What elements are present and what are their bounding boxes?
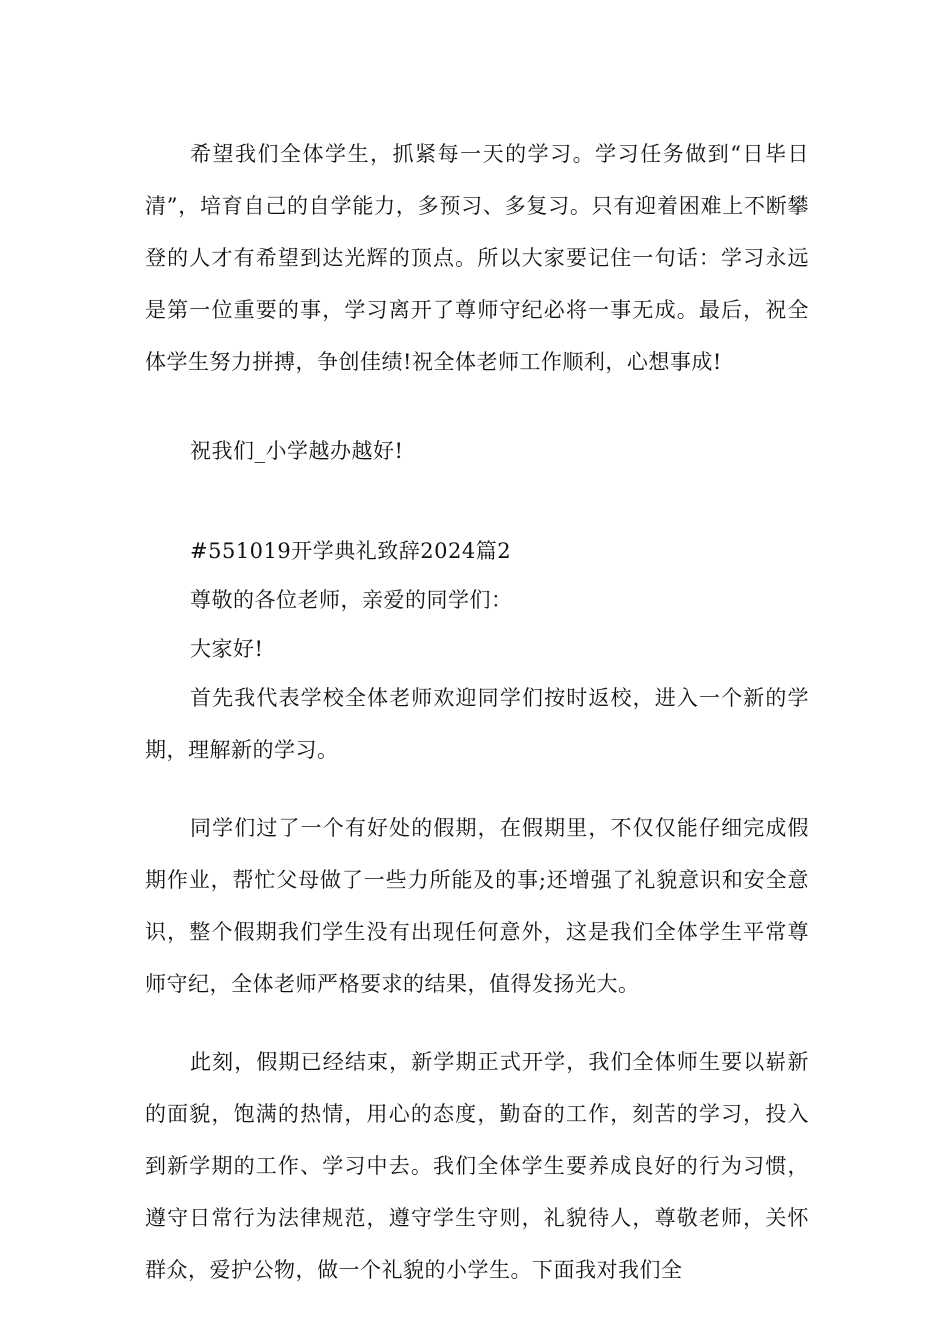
body-paragraph-welcome: 首先我代表学校全体老师欢迎同学们按时返校，进入一个新的学期，理解新的学习。 — [145, 686, 809, 762]
greeting: 大家好! — [190, 637, 264, 661]
salutation: 尊敬的各位老师，亲爱的同学们： — [190, 588, 513, 612]
body-paragraph-new-semester: 此刻，假期已经结束，新学期正式开学，我们全体师生要以崭新的面貌，饱满的热情，用心的态度，勤奋的工作，刻苦的学习，投入到新学期的工作、学习中去。我们全体学生要养成良好的行为习惯，遵守日常行为法律规范，遵守学生守则，礼貌待人，尊敬老师，关怀群众，爱护公物，做一个礼貌的小学生。下面我对我们全 — [145, 1050, 809, 1282]
body-paragraph-closing-wishes: 希望我们全体学生，抓紧每一天的学习。学习任务做到“日毕日清”，培育自己的自学能力，多预习、多复习。只有迎着困难上不断攀登的人才有希望到达光辉的顶点。所以大家要记住一句话：学习永远是第一位重要的事，学习离开了尊师守纪必将一事无成。最后，祝全体学生努力拼搏，争创佳绩!祝全体老师工作顺利，心想事成! — [145, 142, 809, 374]
section-heading: #551019开学典礼致辞2024篇2 — [190, 539, 512, 563]
body-paragraph-holiday: 同学们过了一个有好处的假期，在假期里，不仅仅能仔细完成假期作业，帮忙父母做了一些力所能及的事;还增强了礼貌意识和安全意识，整个假期我们学生没有出现任何意外，这是我们全体学生平常尊师守纪，全体老师严格要求的结果，值得发扬光大。 — [145, 816, 809, 996]
body-paragraph-school-wish: 祝我们_小学越办越好! — [190, 439, 404, 463]
